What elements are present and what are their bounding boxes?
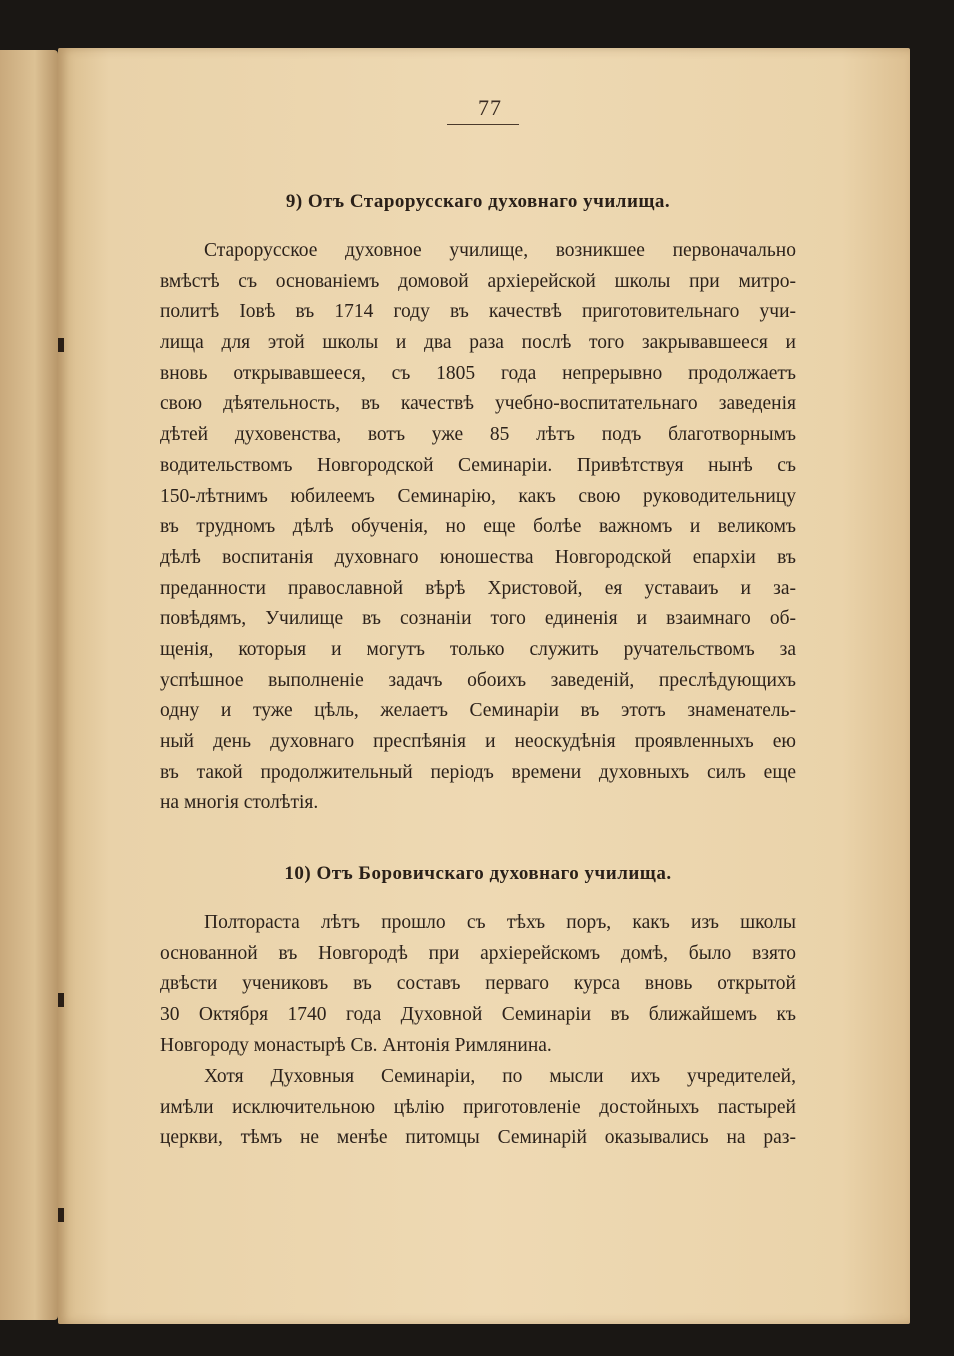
text-line: имѣли исключительною цѣлію приготовленіе достойныхъ пастырей [160, 1096, 796, 1118]
text-line: въ трудномъ дѣлѣ обученія, но еще болѣе важномъ и великомъ [160, 516, 796, 538]
text-line: дѣлѣ воспитанія духовнаго юношества Новгородской епархіи въ [160, 546, 796, 568]
text-line: въ такой продолжительный періодъ времени духовныхъ силъ еще [160, 761, 796, 783]
page-number-rule [447, 124, 519, 125]
facing-page-edge [0, 50, 58, 1320]
section-9-paragraph [160, 236, 796, 819]
text-line: дѣтей духовенства, вотъ уже 85 лѣтъ подъ благотворнымъ [160, 424, 796, 446]
text-line: повѣдямъ, Училище въ сознаніи того единенія и взаимнаго об- [160, 608, 796, 630]
section-10-paragraph-2 [160, 1062, 796, 1154]
page-number: 77 [478, 95, 502, 120]
binding-mark [58, 338, 64, 352]
text-line: Старорусское духовное училище, возникшее первоначально [204, 240, 796, 261]
text-line: вмѣстѣ съ основаніемъ домовой архіерейской школы при митро- [160, 270, 796, 292]
text-line: щенія, которыя и могутъ только служить ручательствомъ за [160, 638, 796, 660]
text-line: политѣ Іовѣ въ 1714 году въ качествѣ приготовительнаго учи- [160, 301, 796, 323]
text-line: 150-лѣтнимъ юбилеемъ Семинарію, какъ свою руководительницу [160, 485, 796, 507]
binding-mark [58, 993, 64, 1007]
text-line: вновь открывавшееся, съ 1805 года непрерывно продолжаетъ [160, 362, 796, 384]
section-heading-10: 10) Отъ Боровичскаго духовнаго училища. [284, 863, 672, 884]
section-heading-9: 9) Отъ Старорусскаго духовнаго училища. [285, 191, 671, 212]
text-line: одну и туже цѣль, желаетъ Семинаріи въ этотъ знаменатель- [160, 700, 796, 722]
binding-marks [58, 48, 66, 1324]
text-line: водительствомъ Новгородской Семинаріи. Привѣтствуя нынѣ съ [160, 454, 796, 476]
text-line: Хотя Духовныя Семинаріи, по мысли ихъ учредителей, [204, 1066, 796, 1087]
text-line: лища для этой школы и два раза послѣ того закрывавшееся и [160, 332, 796, 354]
text-line: успѣшное выполненіе задачъ обоихъ заведеній, преслѣдующихъ [160, 669, 796, 691]
binding-mark [58, 1208, 64, 1222]
text-line: на многія столѣтія. [160, 792, 319, 814]
text-line: Полтораста лѣтъ прошло съ тѣхъ поръ, какъ изъ школы [204, 912, 796, 933]
text-line: основанной въ Новгородѣ при архіерейскомъ домѣ, было взято [160, 942, 796, 964]
text-line: двѣсти учениковъ въ составъ перваго курса вновь открытой [160, 973, 796, 995]
text-line: Новгороду монастырѣ Св. Антонія Римлянина. [160, 1034, 552, 1056]
text-line: 30 Октября 1740 года Духовной Семинаріи въ ближайшемъ къ [160, 1004, 796, 1026]
text-line: ный день духовнаго преспѣянія и неоскудѣнія проявленныхъ ею [160, 731, 796, 752]
text-line: преданности православной вѣрѣ Христовой, ея уставаиъ и за- [160, 577, 796, 599]
section-10-paragraph-1 [160, 908, 796, 1061]
text-line: церкви, тѣмъ не менѣе питомцы Семинарій оказывались на раз- [160, 1127, 796, 1149]
text-line: свою дѣятельность, въ качествѣ учебно-воспитательнаго заведенія [160, 393, 796, 415]
